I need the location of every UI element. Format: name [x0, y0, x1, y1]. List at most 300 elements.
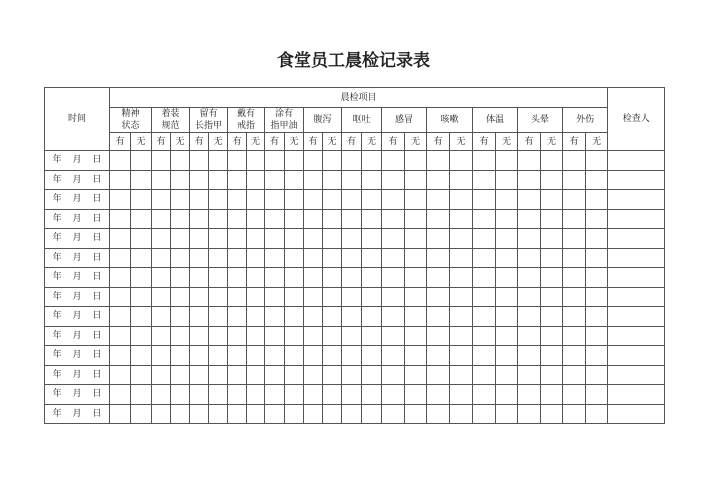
check-cell[interactable] [131, 307, 152, 327]
check-cell[interactable] [265, 190, 285, 210]
check-cell[interactable] [247, 170, 265, 190]
check-cell[interactable] [190, 307, 209, 327]
date-cell[interactable]: 年 月 日 [45, 209, 110, 229]
check-cell[interactable] [152, 404, 171, 424]
check-cell[interactable] [265, 229, 285, 249]
check-cell[interactable] [209, 287, 228, 307]
check-cell[interactable] [323, 229, 342, 249]
check-cell[interactable] [473, 404, 496, 424]
date-cell[interactable]: 年 月 日 [45, 170, 110, 190]
check-cell[interactable] [228, 385, 247, 405]
checker-cell[interactable] [608, 404, 665, 424]
check-cell[interactable] [563, 248, 586, 268]
check-cell[interactable] [323, 209, 342, 229]
check-cell[interactable] [473, 170, 496, 190]
check-cell[interactable] [131, 229, 152, 249]
check-cell[interactable] [405, 346, 427, 366]
check-cell[interactable] [473, 326, 496, 346]
check-cell[interactable] [518, 190, 541, 210]
check-cell[interactable] [427, 268, 450, 288]
check-cell[interactable] [473, 385, 496, 405]
check-cell[interactable] [563, 151, 586, 171]
check-cell[interactable] [496, 326, 518, 346]
check-cell[interactable] [152, 151, 171, 171]
check-cell[interactable] [190, 385, 209, 405]
check-cell[interactable] [171, 326, 190, 346]
check-cell[interactable] [323, 151, 342, 171]
date-cell[interactable]: 年 月 日 [45, 268, 110, 288]
check-cell[interactable] [473, 248, 496, 268]
check-cell[interactable] [342, 170, 362, 190]
check-cell[interactable] [586, 170, 608, 190]
check-cell[interactable] [427, 346, 450, 366]
check-cell[interactable] [171, 229, 190, 249]
check-cell[interactable] [152, 365, 171, 385]
check-cell[interactable] [586, 209, 608, 229]
check-cell[interactable] [285, 307, 304, 327]
check-cell[interactable] [518, 268, 541, 288]
check-cell[interactable] [110, 229, 131, 249]
check-cell[interactable] [382, 248, 405, 268]
check-cell[interactable] [247, 190, 265, 210]
check-cell[interactable] [247, 365, 265, 385]
check-cell[interactable] [496, 287, 518, 307]
check-cell[interactable] [110, 170, 131, 190]
check-cell[interactable] [228, 404, 247, 424]
check-cell[interactable] [496, 268, 518, 288]
check-cell[interactable] [518, 170, 541, 190]
check-cell[interactable] [285, 287, 304, 307]
check-cell[interactable] [382, 326, 405, 346]
check-cell[interactable] [190, 151, 209, 171]
check-cell[interactable] [382, 209, 405, 229]
check-cell[interactable] [382, 365, 405, 385]
check-cell[interactable] [190, 365, 209, 385]
check-cell[interactable] [541, 170, 563, 190]
check-cell[interactable] [110, 209, 131, 229]
check-cell[interactable] [131, 346, 152, 366]
check-cell[interactable] [304, 151, 323, 171]
check-cell[interactable] [265, 268, 285, 288]
check-cell[interactable] [541, 209, 563, 229]
check-cell[interactable] [152, 307, 171, 327]
check-cell[interactable] [362, 346, 382, 366]
check-cell[interactable] [405, 170, 427, 190]
check-cell[interactable] [473, 365, 496, 385]
check-cell[interactable] [473, 307, 496, 327]
check-cell[interactable] [209, 151, 228, 171]
check-cell[interactable] [427, 229, 450, 249]
check-cell[interactable] [323, 326, 342, 346]
check-cell[interactable] [171, 385, 190, 405]
check-cell[interactable] [152, 326, 171, 346]
checker-cell[interactable] [608, 365, 665, 385]
check-cell[interactable] [427, 326, 450, 346]
check-cell[interactable] [209, 229, 228, 249]
check-cell[interactable] [265, 365, 285, 385]
check-cell[interactable] [110, 151, 131, 171]
check-cell[interactable] [247, 307, 265, 327]
check-cell[interactable] [265, 170, 285, 190]
check-cell[interactable] [131, 248, 152, 268]
check-cell[interactable] [450, 287, 473, 307]
check-cell[interactable] [518, 248, 541, 268]
check-cell[interactable] [131, 190, 152, 210]
check-cell[interactable] [228, 268, 247, 288]
check-cell[interactable] [171, 404, 190, 424]
check-cell[interactable] [586, 190, 608, 210]
check-cell[interactable] [110, 287, 131, 307]
check-cell[interactable] [152, 190, 171, 210]
check-cell[interactable] [285, 209, 304, 229]
check-cell[interactable] [228, 229, 247, 249]
check-cell[interactable] [265, 248, 285, 268]
check-cell[interactable] [405, 307, 427, 327]
check-cell[interactable] [586, 229, 608, 249]
check-cell[interactable] [247, 326, 265, 346]
check-cell[interactable] [450, 385, 473, 405]
check-cell[interactable] [541, 151, 563, 171]
check-cell[interactable] [518, 326, 541, 346]
check-cell[interactable] [586, 151, 608, 171]
check-cell[interactable] [563, 268, 586, 288]
check-cell[interactable] [362, 170, 382, 190]
check-cell[interactable] [563, 287, 586, 307]
date-cell[interactable]: 年 月 日 [45, 365, 110, 385]
checker-cell[interactable] [608, 268, 665, 288]
check-cell[interactable] [152, 346, 171, 366]
check-cell[interactable] [427, 190, 450, 210]
check-cell[interactable] [496, 307, 518, 327]
check-cell[interactable] [131, 287, 152, 307]
check-cell[interactable] [304, 170, 323, 190]
check-cell[interactable] [285, 385, 304, 405]
check-cell[interactable] [473, 346, 496, 366]
check-cell[interactable] [450, 404, 473, 424]
check-cell[interactable] [190, 404, 209, 424]
check-cell[interactable] [342, 346, 362, 366]
check-cell[interactable] [382, 346, 405, 366]
check-cell[interactable] [285, 229, 304, 249]
checker-cell[interactable] [608, 326, 665, 346]
check-cell[interactable] [131, 385, 152, 405]
check-cell[interactable] [450, 248, 473, 268]
check-cell[interactable] [518, 365, 541, 385]
check-cell[interactable] [265, 385, 285, 405]
check-cell[interactable] [405, 404, 427, 424]
check-cell[interactable] [541, 248, 563, 268]
check-cell[interactable] [247, 287, 265, 307]
check-cell[interactable] [362, 287, 382, 307]
check-cell[interactable] [427, 248, 450, 268]
checker-cell[interactable] [608, 209, 665, 229]
check-cell[interactable] [304, 307, 323, 327]
check-cell[interactable] [518, 346, 541, 366]
check-cell[interactable] [110, 346, 131, 366]
check-cell[interactable] [304, 229, 323, 249]
check-cell[interactable] [405, 190, 427, 210]
check-cell[interactable] [563, 326, 586, 346]
date-cell[interactable]: 年 月 日 [45, 287, 110, 307]
check-cell[interactable] [563, 229, 586, 249]
check-cell[interactable] [110, 365, 131, 385]
check-cell[interactable] [152, 287, 171, 307]
check-cell[interactable] [563, 190, 586, 210]
check-cell[interactable] [541, 385, 563, 405]
check-cell[interactable] [382, 307, 405, 327]
check-cell[interactable] [131, 151, 152, 171]
check-cell[interactable] [405, 209, 427, 229]
check-cell[interactable] [362, 404, 382, 424]
check-cell[interactable] [496, 385, 518, 405]
check-cell[interactable] [518, 209, 541, 229]
checker-cell[interactable] [608, 248, 665, 268]
check-cell[interactable] [152, 229, 171, 249]
check-cell[interactable] [473, 209, 496, 229]
check-cell[interactable] [131, 268, 152, 288]
check-cell[interactable] [450, 346, 473, 366]
check-cell[interactable] [247, 385, 265, 405]
check-cell[interactable] [228, 209, 247, 229]
check-cell[interactable] [405, 365, 427, 385]
check-cell[interactable] [450, 151, 473, 171]
check-cell[interactable] [586, 307, 608, 327]
check-cell[interactable] [131, 326, 152, 346]
check-cell[interactable] [586, 365, 608, 385]
check-cell[interactable] [110, 268, 131, 288]
check-cell[interactable] [427, 209, 450, 229]
check-cell[interactable] [247, 346, 265, 366]
check-cell[interactable] [171, 170, 190, 190]
check-cell[interactable] [450, 365, 473, 385]
check-cell[interactable] [190, 268, 209, 288]
check-cell[interactable] [473, 151, 496, 171]
check-cell[interactable] [450, 209, 473, 229]
check-cell[interactable] [171, 151, 190, 171]
check-cell[interactable] [342, 190, 362, 210]
check-cell[interactable] [496, 346, 518, 366]
check-cell[interactable] [209, 209, 228, 229]
check-cell[interactable] [190, 346, 209, 366]
check-cell[interactable] [323, 190, 342, 210]
check-cell[interactable] [362, 307, 382, 327]
check-cell[interactable] [518, 307, 541, 327]
check-cell[interactable] [541, 268, 563, 288]
check-cell[interactable] [323, 365, 342, 385]
check-cell[interactable] [228, 190, 247, 210]
check-cell[interactable] [110, 326, 131, 346]
check-cell[interactable] [152, 385, 171, 405]
check-cell[interactable] [541, 287, 563, 307]
check-cell[interactable] [586, 248, 608, 268]
check-cell[interactable] [342, 326, 362, 346]
check-cell[interactable] [131, 209, 152, 229]
check-cell[interactable] [247, 404, 265, 424]
check-cell[interactable] [362, 385, 382, 405]
check-cell[interactable] [518, 385, 541, 405]
check-cell[interactable] [190, 248, 209, 268]
check-cell[interactable] [228, 287, 247, 307]
check-cell[interactable] [382, 151, 405, 171]
check-cell[interactable] [362, 151, 382, 171]
check-cell[interactable] [304, 404, 323, 424]
check-cell[interactable] [342, 404, 362, 424]
check-cell[interactable] [110, 248, 131, 268]
check-cell[interactable] [265, 307, 285, 327]
check-cell[interactable] [304, 326, 323, 346]
check-cell[interactable] [171, 268, 190, 288]
check-cell[interactable] [265, 209, 285, 229]
check-cell[interactable] [541, 190, 563, 210]
check-cell[interactable] [541, 404, 563, 424]
check-cell[interactable] [247, 151, 265, 171]
check-cell[interactable] [152, 248, 171, 268]
check-cell[interactable] [496, 170, 518, 190]
check-cell[interactable] [304, 287, 323, 307]
check-cell[interactable] [209, 307, 228, 327]
check-cell[interactable] [473, 287, 496, 307]
check-cell[interactable] [209, 190, 228, 210]
check-cell[interactable] [209, 170, 228, 190]
date-cell[interactable]: 年 月 日 [45, 248, 110, 268]
check-cell[interactable] [586, 404, 608, 424]
check-cell[interactable] [171, 365, 190, 385]
check-cell[interactable] [382, 404, 405, 424]
checker-cell[interactable] [608, 190, 665, 210]
check-cell[interactable] [209, 248, 228, 268]
check-cell[interactable] [190, 209, 209, 229]
check-cell[interactable] [473, 190, 496, 210]
check-cell[interactable] [110, 404, 131, 424]
checker-cell[interactable] [608, 229, 665, 249]
check-cell[interactable] [265, 287, 285, 307]
check-cell[interactable] [209, 268, 228, 288]
check-cell[interactable] [131, 170, 152, 190]
check-cell[interactable] [496, 248, 518, 268]
checker-cell[interactable] [608, 151, 665, 171]
check-cell[interactable] [342, 385, 362, 405]
check-cell[interactable] [427, 287, 450, 307]
check-cell[interactable] [405, 268, 427, 288]
check-cell[interactable] [304, 209, 323, 229]
check-cell[interactable] [190, 326, 209, 346]
check-cell[interactable] [496, 404, 518, 424]
check-cell[interactable] [265, 346, 285, 366]
check-cell[interactable] [228, 307, 247, 327]
check-cell[interactable] [362, 248, 382, 268]
check-cell[interactable] [342, 287, 362, 307]
check-cell[interactable] [209, 346, 228, 366]
check-cell[interactable] [190, 190, 209, 210]
check-cell[interactable] [265, 326, 285, 346]
check-cell[interactable] [190, 287, 209, 307]
check-cell[interactable] [450, 326, 473, 346]
check-cell[interactable] [285, 346, 304, 366]
check-cell[interactable] [405, 248, 427, 268]
check-cell[interactable] [228, 365, 247, 385]
check-cell[interactable] [285, 268, 304, 288]
check-cell[interactable] [285, 170, 304, 190]
check-cell[interactable] [586, 385, 608, 405]
check-cell[interactable] [190, 229, 209, 249]
check-cell[interactable] [228, 151, 247, 171]
check-cell[interactable] [518, 404, 541, 424]
check-cell[interactable] [152, 268, 171, 288]
check-cell[interactable] [323, 404, 342, 424]
check-cell[interactable] [247, 209, 265, 229]
check-cell[interactable] [382, 385, 405, 405]
date-cell[interactable]: 年 月 日 [45, 326, 110, 346]
check-cell[interactable] [342, 307, 362, 327]
check-cell[interactable] [323, 287, 342, 307]
check-cell[interactable] [152, 170, 171, 190]
check-cell[interactable] [405, 326, 427, 346]
check-cell[interactable] [304, 365, 323, 385]
check-cell[interactable] [209, 365, 228, 385]
check-cell[interactable] [171, 190, 190, 210]
check-cell[interactable] [382, 287, 405, 307]
check-cell[interactable] [450, 229, 473, 249]
check-cell[interactable] [285, 404, 304, 424]
check-cell[interactable] [563, 209, 586, 229]
check-cell[interactable] [323, 268, 342, 288]
checker-cell[interactable] [608, 385, 665, 405]
check-cell[interactable] [209, 404, 228, 424]
check-cell[interactable] [228, 248, 247, 268]
check-cell[interactable] [285, 248, 304, 268]
check-cell[interactable] [450, 170, 473, 190]
check-cell[interactable] [247, 229, 265, 249]
check-cell[interactable] [541, 365, 563, 385]
check-cell[interactable] [473, 268, 496, 288]
check-cell[interactable] [171, 346, 190, 366]
check-cell[interactable] [228, 326, 247, 346]
check-cell[interactable] [285, 151, 304, 171]
check-cell[interactable] [586, 326, 608, 346]
check-cell[interactable] [323, 307, 342, 327]
check-cell[interactable] [563, 307, 586, 327]
checker-cell[interactable] [608, 307, 665, 327]
check-cell[interactable] [342, 365, 362, 385]
check-cell[interactable] [342, 268, 362, 288]
check-cell[interactable] [228, 170, 247, 190]
check-cell[interactable] [496, 190, 518, 210]
check-cell[interactable] [190, 170, 209, 190]
check-cell[interactable] [171, 209, 190, 229]
check-cell[interactable] [304, 268, 323, 288]
check-cell[interactable] [304, 385, 323, 405]
check-cell[interactable] [382, 170, 405, 190]
check-cell[interactable] [541, 229, 563, 249]
check-cell[interactable] [518, 287, 541, 307]
date-cell[interactable]: 年 月 日 [45, 307, 110, 327]
check-cell[interactable] [496, 151, 518, 171]
check-cell[interactable] [209, 385, 228, 405]
date-cell[interactable]: 年 月 日 [45, 346, 110, 366]
check-cell[interactable] [563, 346, 586, 366]
check-cell[interactable] [131, 365, 152, 385]
check-cell[interactable] [110, 190, 131, 210]
check-cell[interactable] [496, 229, 518, 249]
check-cell[interactable] [323, 346, 342, 366]
check-cell[interactable] [427, 365, 450, 385]
check-cell[interactable] [362, 209, 382, 229]
check-cell[interactable] [362, 229, 382, 249]
check-cell[interactable] [586, 268, 608, 288]
check-cell[interactable] [473, 229, 496, 249]
check-cell[interactable] [171, 248, 190, 268]
date-cell[interactable]: 年 月 日 [45, 190, 110, 210]
